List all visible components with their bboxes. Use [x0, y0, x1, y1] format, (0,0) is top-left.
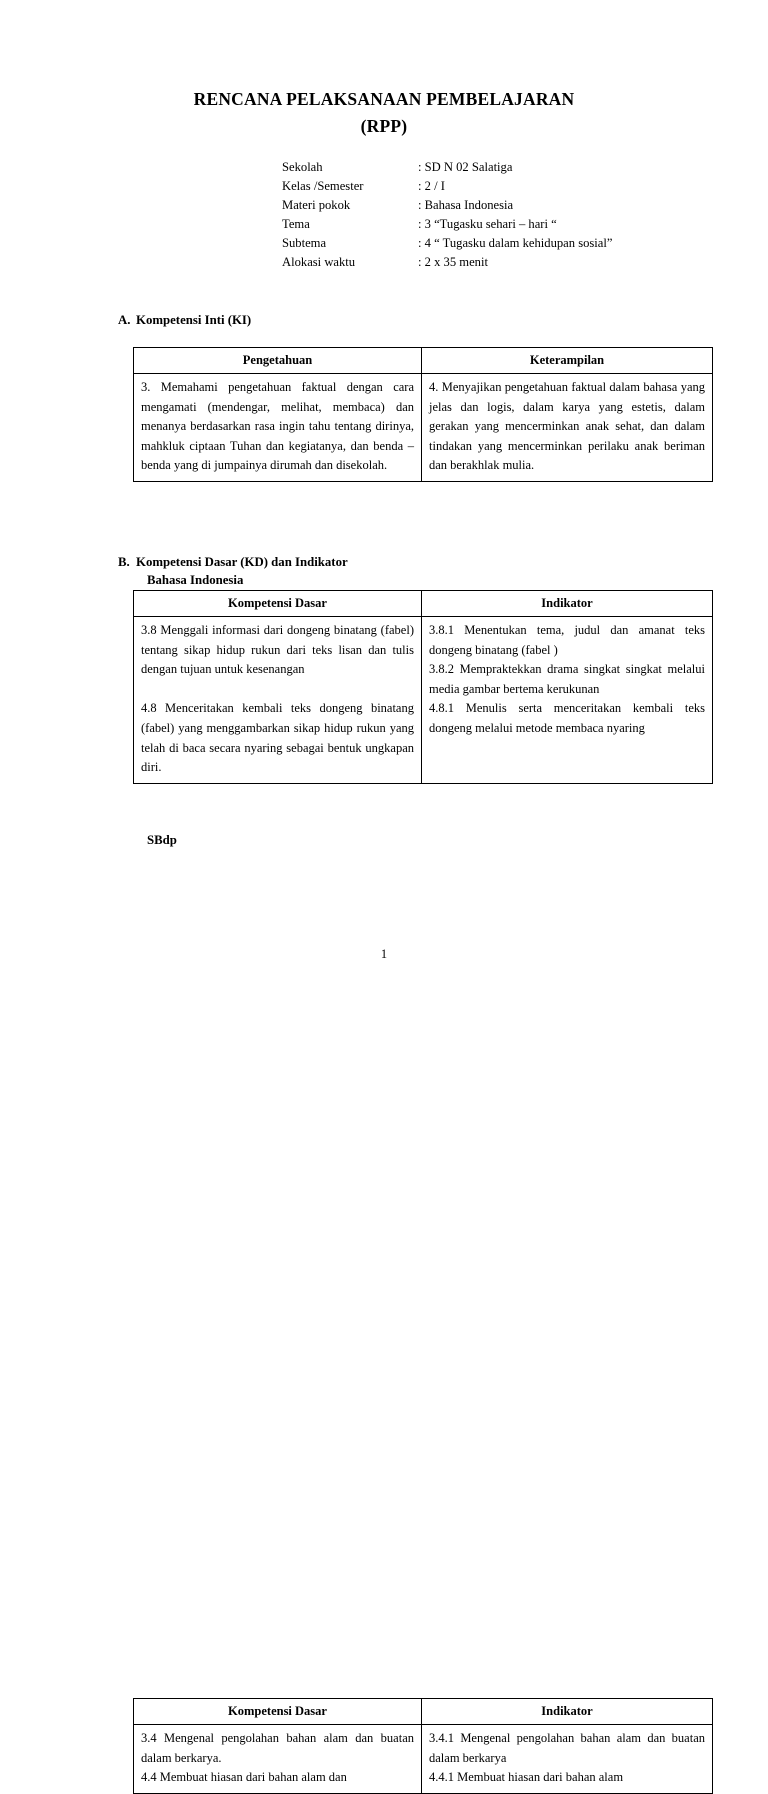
column-header-indikator: Indikator [422, 1699, 713, 1725]
meta-row-subtema [282, 234, 702, 253]
meta-label-alokasi-waktu: Alokasi waktu [282, 255, 356, 270]
page-number: 1 [380, 947, 388, 961]
meta-row-kelas-semester [282, 177, 702, 196]
cell-bindo-kompetensi-dasar [134, 617, 422, 784]
cell-bindo-indikator [422, 617, 713, 784]
meta-value-tema: : 3 “Tugasku sehari – hari “ [418, 217, 557, 232]
table-row [134, 1725, 713, 1794]
column-header-kompetensi-dasar: Kompetensi Dasar [134, 1699, 422, 1725]
section-heading-a [118, 313, 251, 328]
section-heading-b [118, 555, 348, 570]
subject-heading-sbdp: SBdp [147, 833, 177, 847]
indikator-381-text: 3.8.1 Menentukan tema, judul dan amanat teks dongeng binatang (fabel ) [429, 623, 705, 657]
table-row [134, 617, 713, 784]
column-header-pengetahuan: Pengetahuan [134, 348, 422, 374]
section-title-a: Kompetensi Inti (KI) [136, 313, 252, 327]
subject-heading-bahasa-indonesia: Bahasa Indonesia [147, 573, 244, 587]
meta-row-tema [282, 215, 702, 234]
section-letter-b: B. [118, 555, 130, 569]
indikator-341-text: 3.4.1 Mengenal pengolahan bahan alam dan buatan dalam berkarya [429, 1731, 705, 1765]
meta-label-tema: Tema [282, 217, 310, 232]
kompetensi-dasar-bahasa-indonesia-table [133, 590, 713, 784]
meta-row-sekolah [282, 158, 702, 177]
table-header-row [134, 591, 713, 617]
page-title [0, 86, 768, 140]
cell-ki-pengetahuan: 3. Memahami pengetahuan faktual dengan cara mengamati (mendengar, melihat, membaca) dan menanya berdasarkan rasa ingin tahu tentang dirinya, mahkluk ciptaan Tuhan dan kegiatanya, dan benda – benda yang di jumpainya dirumah dan disekolah. [134, 374, 422, 482]
meta-value-sekolah: : SD N 02 Salatiga [418, 160, 513, 174]
meta-value-materi-pokok: : Bahasa Indonesia [418, 198, 514, 213]
lesson-metadata [282, 158, 702, 273]
table-header-row [134, 1699, 713, 1725]
table-header-row [134, 348, 713, 374]
indikator-481-text: 4.8.1 Menulis serta menceritakan kembali teks dongeng melalui metode membaca nyaring [429, 701, 705, 735]
title-line-2: (RPP) [360, 116, 408, 136]
kd-48-text: 4.8 Menceritakan kembali teks dongeng binatang (fabel) yang menggambarkan sikap hidup rukun yang telah di baca secara nyaring sebagai bentuk ungkapan diri. [141, 701, 414, 775]
column-header-kompetensi-dasar: Kompetensi Dasar [134, 591, 422, 617]
title-line-1: RENCANA PELAKSANAAN PEMBELAJARAN [193, 89, 575, 109]
kd-34-text: 3.4 Mengenal pengolahan bahan alam dan buatan dalam berkarya. [141, 1731, 414, 1765]
meta-label-kelas-semester: Kelas /Semester [282, 179, 364, 194]
meta-label-sekolah: Sekolah [282, 160, 323, 174]
indikator-441-text: 4.4.1 Membuat hiasan dari bahan alam [429, 1770, 624, 1785]
kompetensi-inti-table [133, 347, 713, 482]
cell-ki-keterampilan: 4. Menyajikan pengetahuan faktual dalam bahasa yang jelas dan logis, dalam karya yang estetis, dalam gerakan yang mencerminkan anak sehat, dan dalam tindakan yang mencerminkan perilaku anak beriman dan berakhlak mulia. [422, 374, 713, 482]
column-header-indikator: Indikator [422, 591, 713, 617]
cell-sbdp-indikator [422, 1725, 713, 1794]
table-row [134, 374, 713, 482]
meta-label-subtema: Subtema [282, 236, 327, 251]
kd-38-text: 3.8 Menggali informasi dari dongeng binatang (fabel) tentang sikap hidup rukun dari teks lisan dan tulis dengan tujuan untuk kesenangan [141, 623, 414, 677]
meta-row-materi-pokok [282, 196, 702, 215]
meta-row-alokasi-waktu [282, 253, 702, 272]
section-title-b: Kompetensi Dasar (KD) dan Indikator [136, 555, 348, 569]
indikator-382-text: 3.8.2 Mempraktekkan drama singkat singkat melalui media gambar bertema kerukunan [429, 662, 705, 696]
kd-44-text: 4.4 Membuat hiasan dari bahan alam dan [141, 1770, 347, 1785]
sbdp-table-clip-region [0, 849, 768, 1785]
meta-value-alokasi-waktu: : 2 x 35 menit [418, 255, 488, 270]
kompetensi-dasar-sbdp-table [133, 1698, 713, 1794]
meta-label-materi-pokok: Materi pokok [282, 198, 351, 213]
meta-value-subtema: : 4 “ Tugasku dalam kehidupan sosial” [418, 236, 613, 251]
cell-sbdp-kompetensi-dasar [134, 1725, 422, 1794]
section-letter-a: A. [118, 313, 131, 327]
column-header-keterampilan: Keterampilan [422, 348, 713, 374]
meta-value-kelas-semester: : 2 / I [418, 179, 445, 194]
